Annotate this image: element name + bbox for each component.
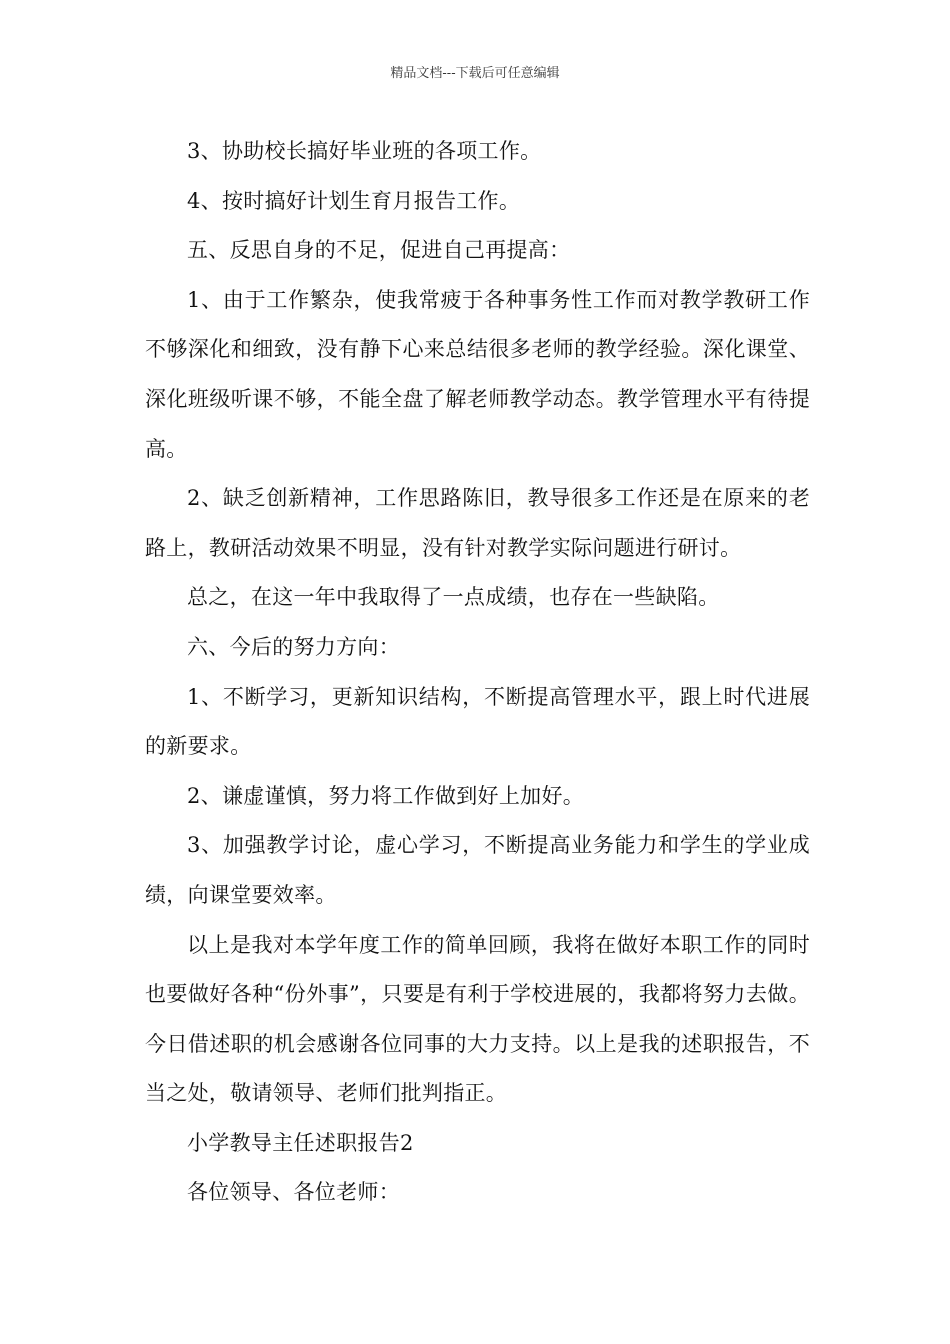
paragraph-summary: 总之，在这一年中我取得了一点成绩，也存在一些缺陷。 — [187, 585, 720, 610]
paragraph-duty-3: 3、协助校长搞好毕业班的各项工作。 — [187, 139, 542, 163]
paragraph-direction-3: 3、加强教学讨论，虚心学习，不断提高业务能力和学生的学业成绩，向课堂要效率。 — [145, 833, 810, 907]
paragraph-closing: 以上是我对本学年度工作的简单回顾，我将在做好本职工作的同时也要做好各种“份外事”，只要是有利于学校进展的，我都将努力去做。今日借述职的机会感谢各位同事的大力支持。以上是我的述职报告，不当之处，敬请领导、老师们批判指正。 — [145, 932, 810, 1106]
paragraph-duty-4: 4、按时搞好计划生育月报告工作。 — [187, 188, 521, 213]
page-header: 精品文档---下载后可任意编辑 — [390, 66, 560, 81]
paragraph-shortcoming-2: 2、缺乏创新精神，工作思路陈旧，教导很多工作还是在原来的老路上，教研活动效果不明显，没有针对教学实际问题进行研讨。 — [145, 486, 810, 560]
report-2-title: 小学教导主任述职报告2 — [187, 1130, 414, 1155]
paragraph-shortcoming-1: 1、由于工作繁杂，使我常疲于各种事务性工作而对教学教研工作不够深化和细致，没有静下心来总结很多老师的教学经验。深化课堂、深化班级听课不够，不能全盘了解老师教学动态。教学管理水平有待提高。 — [145, 287, 810, 461]
section-heading-6: 六、今后的努力方向： — [187, 634, 400, 659]
paragraph-direction-2: 2、谦虚谨慎，努力将工作做到好上加好。 — [187, 783, 585, 808]
report-2-salutation: 各位领导、各位老师： — [187, 1180, 400, 1205]
paragraph-direction-1: 1、不断学习，更新知识结构，不断提高管理水平，跟上时代进展的新要求。 — [145, 684, 810, 759]
section-heading-5: 五、反思自身的不足，促进自己再提高： — [187, 238, 571, 263]
document-body — [145, 127, 810, 1218]
